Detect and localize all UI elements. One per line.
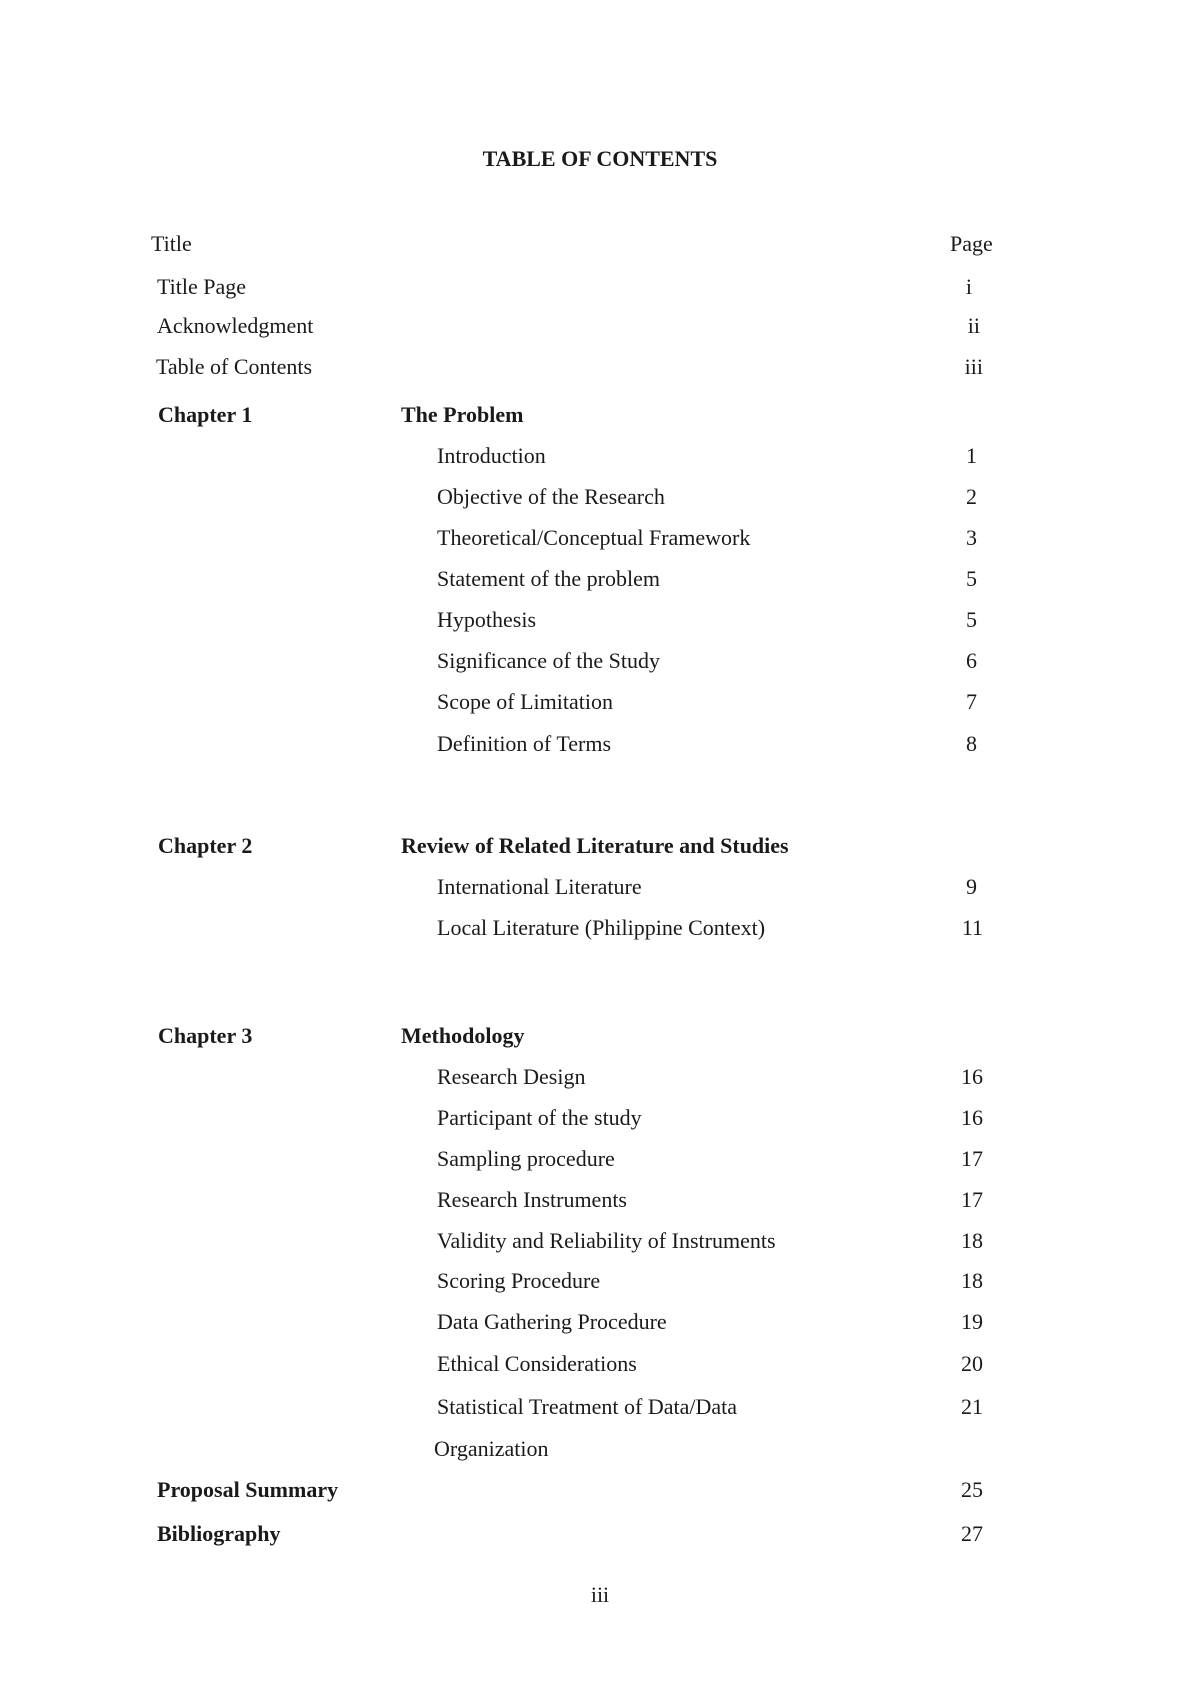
toc-entry: Ethical Considerations: [437, 1351, 637, 1376]
toc-page-number: ii: [967, 313, 980, 338]
toc-page-number: 19: [961, 1309, 983, 1334]
toc-entry-proposal-summary: Proposal Summary: [157, 1477, 339, 1502]
toc-entry: Hypothesis: [437, 607, 536, 632]
toc-entry: Scope of Limitation: [437, 689, 613, 714]
toc-page-number: 5: [966, 566, 977, 591]
chapter-label: Chapter 2: [158, 833, 253, 858]
toc-page-number: 18: [961, 1268, 983, 1293]
toc-entry: Data Gathering Procedure: [437, 1309, 667, 1334]
toc-entry: Participant of the study: [437, 1105, 642, 1130]
toc-entry: Research Instruments: [437, 1187, 627, 1212]
toc-entry: Theoretical/Conceptual Framework: [437, 525, 751, 550]
chapter-heading: Methodology: [401, 1023, 525, 1048]
toc-entry-bibliography: Bibliography: [157, 1521, 281, 1546]
toc-page-number: i: [965, 274, 972, 299]
toc-entry: Research Design: [437, 1064, 586, 1089]
toc-page-number: 9: [966, 874, 977, 899]
toc-entry: Scoring Procedure: [437, 1268, 601, 1293]
toc-entry: Sampling procedure: [437, 1146, 615, 1171]
toc-page-number: 16: [961, 1064, 983, 1089]
page-title: TABLE OF CONTENTS: [482, 146, 718, 171]
toc-entry: Objective of the Research: [437, 484, 665, 509]
chapter-label: Chapter 1: [158, 402, 253, 427]
toc-page-number: 21: [961, 1394, 983, 1419]
toc-page-number: iii: [964, 354, 983, 379]
chapter-label: Chapter 3: [158, 1023, 253, 1048]
page-column-header: Page: [950, 231, 993, 256]
chapter-heading: Review of Related Literature and Studies: [401, 833, 789, 858]
chapter-heading: The Problem: [401, 402, 524, 427]
toc-entry-acknowledgment: Acknowledgment: [157, 313, 314, 338]
toc-page-number: 5: [966, 607, 977, 632]
footer-page-number: iii: [590, 1582, 610, 1607]
toc-entry: Significance of the Study: [437, 648, 661, 673]
toc-entry: Local Literature (Philippine Context): [437, 915, 766, 940]
toc-page-number: 2: [966, 484, 977, 509]
toc-page-number: 17: [961, 1187, 983, 1212]
toc-page-number: 3: [966, 525, 977, 550]
toc-page-number: 27: [961, 1521, 983, 1546]
toc-page-number: 8: [966, 731, 977, 756]
toc-page-number: 18: [961, 1228, 983, 1253]
toc-entry: Introduction: [437, 443, 546, 468]
toc-entry: Statement of the problem: [437, 566, 660, 591]
toc-entry-table-of-contents: Table of Contents: [156, 354, 313, 379]
toc-entry: Statistical Treatment of Data/Data: [437, 1394, 737, 1419]
toc-page-number: 25: [961, 1477, 983, 1502]
title-column-header: Title: [151, 231, 192, 256]
toc-entry: Validity and Reliability of Instruments: [437, 1228, 776, 1253]
toc-page-number: 20: [961, 1351, 983, 1376]
toc-page-number: 16: [961, 1105, 983, 1130]
toc-entry-continuation: Organization: [434, 1436, 549, 1461]
toc-entry: International Literature: [437, 874, 642, 899]
toc-entry: Definition of Terms: [437, 731, 612, 756]
toc-page-number: 17: [961, 1146, 983, 1171]
toc-page-number: 1: [966, 443, 977, 468]
toc-page-number: 7: [966, 689, 977, 714]
toc-page-number: 11: [961, 915, 983, 940]
toc-entry-title-page: Title Page: [157, 274, 247, 299]
toc-page-number: 6: [966, 648, 977, 673]
